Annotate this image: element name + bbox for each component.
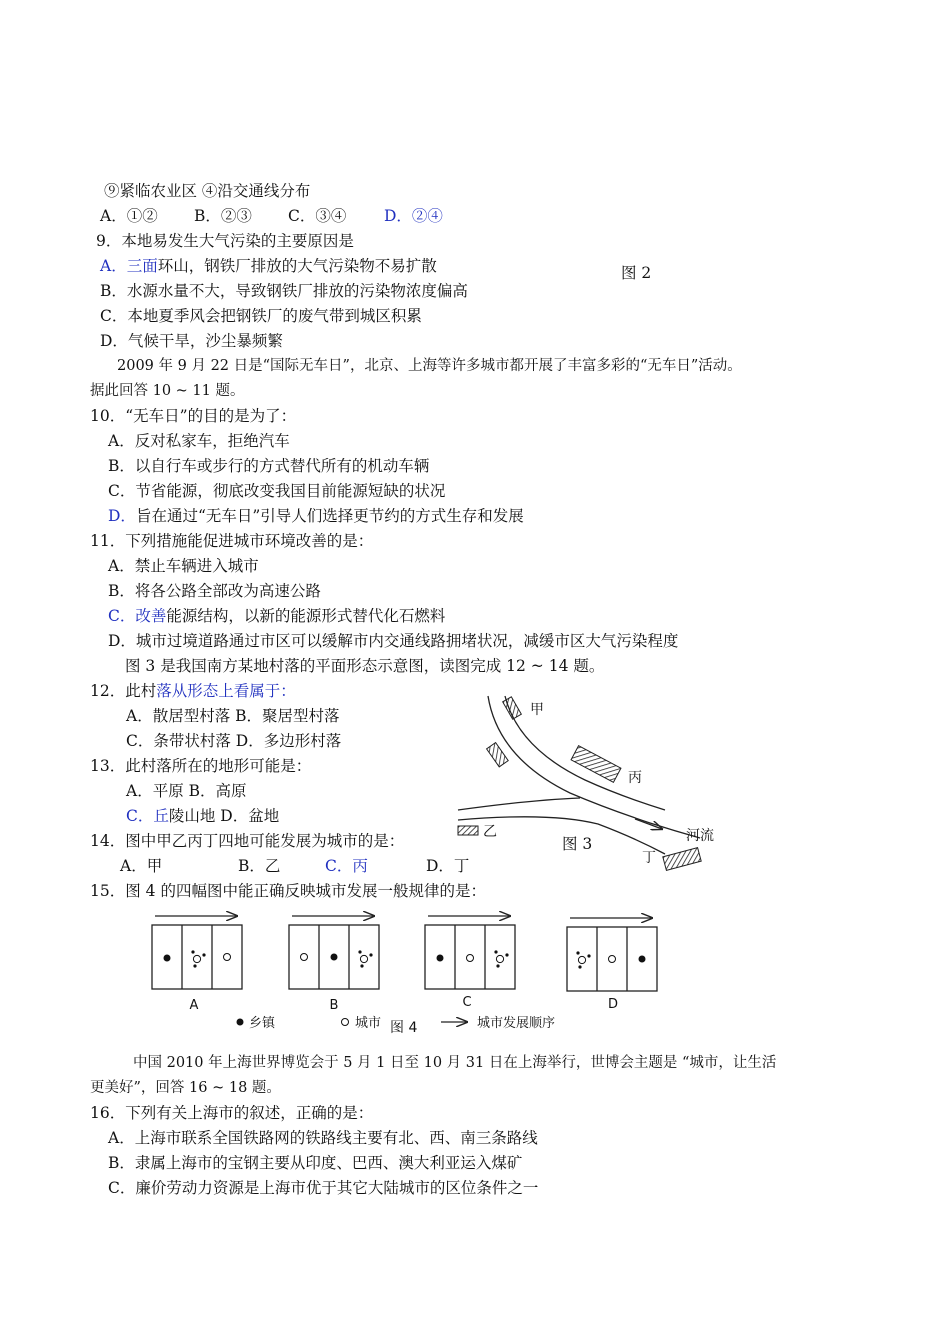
label-river: 河流 [686,828,714,844]
q14-option-c: C．丙 [325,857,368,875]
legend-town-label: 乡镇 [249,1016,276,1031]
panel-a [152,916,242,989]
q10-option-a: A．反对私家车，拒绝汽车 [108,432,290,450]
village-yi [458,826,478,835]
q11-option-c-text: 能源结构，以新的能源形式替代化石燃料 [166,607,446,625]
q10-option-b: B．以自行车或步行的方式替代所有的机动车辆 [108,457,430,475]
q13-options-ab: A．平原 B．高原 [126,782,247,800]
q9-option-c: C．本地夏季风会把钢铁厂的废气带到城区积累 [100,307,422,325]
q9-stem: 9．本地易发生大气污染的主要原因是 [96,232,354,250]
figure-3-caption: 图 3 [562,835,593,853]
q11-option-b: B．将各公路全部改为高速公路 [108,582,321,600]
q8-option-line: ⑨紧临农业区 ④沿交通线分布 [104,182,311,200]
village-ding [663,848,701,871]
q10-option-c: C．节省能源，彻底改变我国目前能源短缺的状况 [108,482,446,500]
q8-choice-a: A．①② [100,207,158,225]
legend-city-symbol [342,1019,349,1026]
label-yi: 乙 [483,824,497,840]
label-bing: 丙 [628,770,642,786]
label-ding: 丁 [642,850,656,866]
q9-option-d: D．气候干旱，沙尘暴频繁 [100,332,283,350]
panel-c [425,916,515,989]
q9-option-a-text: 环山，钢铁厂排放的大气污染物不易扩散 [157,257,437,275]
river-flow-arrow [635,819,662,829]
q12-stem-text: 12．此村 [90,682,157,700]
q9-option-b: B．水源水量不大，导致钢铁厂排放的污染物浓度偏高 [100,282,468,300]
intro-16-line1: 中国 2010 年上海世界博览会于 5 月 1 日至 10 月 31 日在上海举行，世博会主题是 “城市，让生活 [133,1055,777,1071]
q12-options-cd: C．条带状村落 D．多边形村落 [126,732,342,750]
intro-12: 图 3 是我国南方某地村落的平面形态示意图，读图完成 12 ~ 14 题。 [125,657,605,675]
q14-stem: 14．图中甲乙丙丁四地可能发展为城市的是： [90,832,405,850]
q10-option-d-text: 旨在通过“无车日”引导人们选择更节约的方式生存和发展 [135,507,524,525]
q14-option-d: D．丁 [426,857,470,875]
q9-option-a-highlight: A．三面 [100,257,158,275]
q16-option-a: A．上海市联系全国铁路网的铁路线主要有北、西、南三条路线 [108,1129,538,1147]
q14-option-a: A．甲 [120,857,163,875]
q12-options-ab: A．散居型村落 B．聚居型村落 [126,707,340,725]
q11-option-d: D．城市过境道路通过市区可以缓解市内交通线路拥堵状况，减缓市区大气污染程度 [108,632,679,650]
q13-stem: 13．此村落所在的地形可能是： [90,757,312,775]
legend-order-label: 城市发展顺序 [477,1016,556,1031]
intro-10-line1: 2009 年 9 月 22 日是“国际无车日”，北京、上海等许多城市都开展了丰富多彩的“无车日”活动。 [117,358,742,374]
village-west [487,743,509,767]
intro-10-line2: 据此回答 10 ~ 11 题。 [90,383,245,399]
q8-choice-c: C．③④ [288,207,347,225]
q11-option-a: A．禁止车辆进入城市 [108,557,259,575]
q12-stem [90,680,296,702]
figure-2-caption: 图 2 [621,264,652,282]
q15-stem: 15．图 4 的四幅图中能正确反映城市发展一般规律的是： [90,882,486,900]
legend-city-label: 城市 [355,1016,382,1031]
q8-choice-b: B．②③ [194,207,252,225]
q10-option-d [108,505,524,527]
q11-option-c [108,605,445,627]
q8-choice-d: D．②④ [384,207,443,225]
tributary-upper-bank [458,798,580,810]
village-jia [503,697,522,719]
panel-label-c: C [462,995,472,1010]
figure-4-city-development [145,908,665,1036]
q13-option-c-highlight: C．丘 [126,807,169,825]
intro-16-line2: 更美好”，回答 16 ~ 18 题。 [90,1080,281,1096]
panel-label-d: D [607,997,619,1012]
q16-option-c: C．廉价劳动力资源是上海市优于其它大陆城市的区位条件之一 [108,1179,539,1197]
q16-option-b: B．隶属上海市的宝钢主要从印度、巴西、澳大利亚运入煤矿 [108,1154,523,1172]
q13-options-cd [126,805,279,827]
q14-option-b: B．乙 [238,857,281,875]
q13-option-cd-text: 陵山地 D．盆地 [168,807,280,825]
q11-stem: 11．下列措施能促进城市环境改善的是： [90,532,374,550]
panel-label-a: A [189,998,199,1013]
panel-d [567,918,657,991]
q11-option-c-highlight: C．改善 [108,607,167,625]
panel-label-b: B [329,998,339,1013]
q16-stem: 16．下列有关上海市的叙述，正确的是： [90,1104,374,1122]
legend-town-symbol [237,1019,244,1026]
panel-b [289,916,379,989]
label-jia: 甲 [530,702,544,718]
q10-stem: 10．“无车日”的目的是为了： [90,407,297,425]
q9-option-a [100,255,437,277]
q12-stem-highlight: 落从形态上看属于： [156,682,296,700]
figure-4-caption: 图 4 [390,1020,418,1036]
q10-option-d-highlight: D． [108,507,136,525]
